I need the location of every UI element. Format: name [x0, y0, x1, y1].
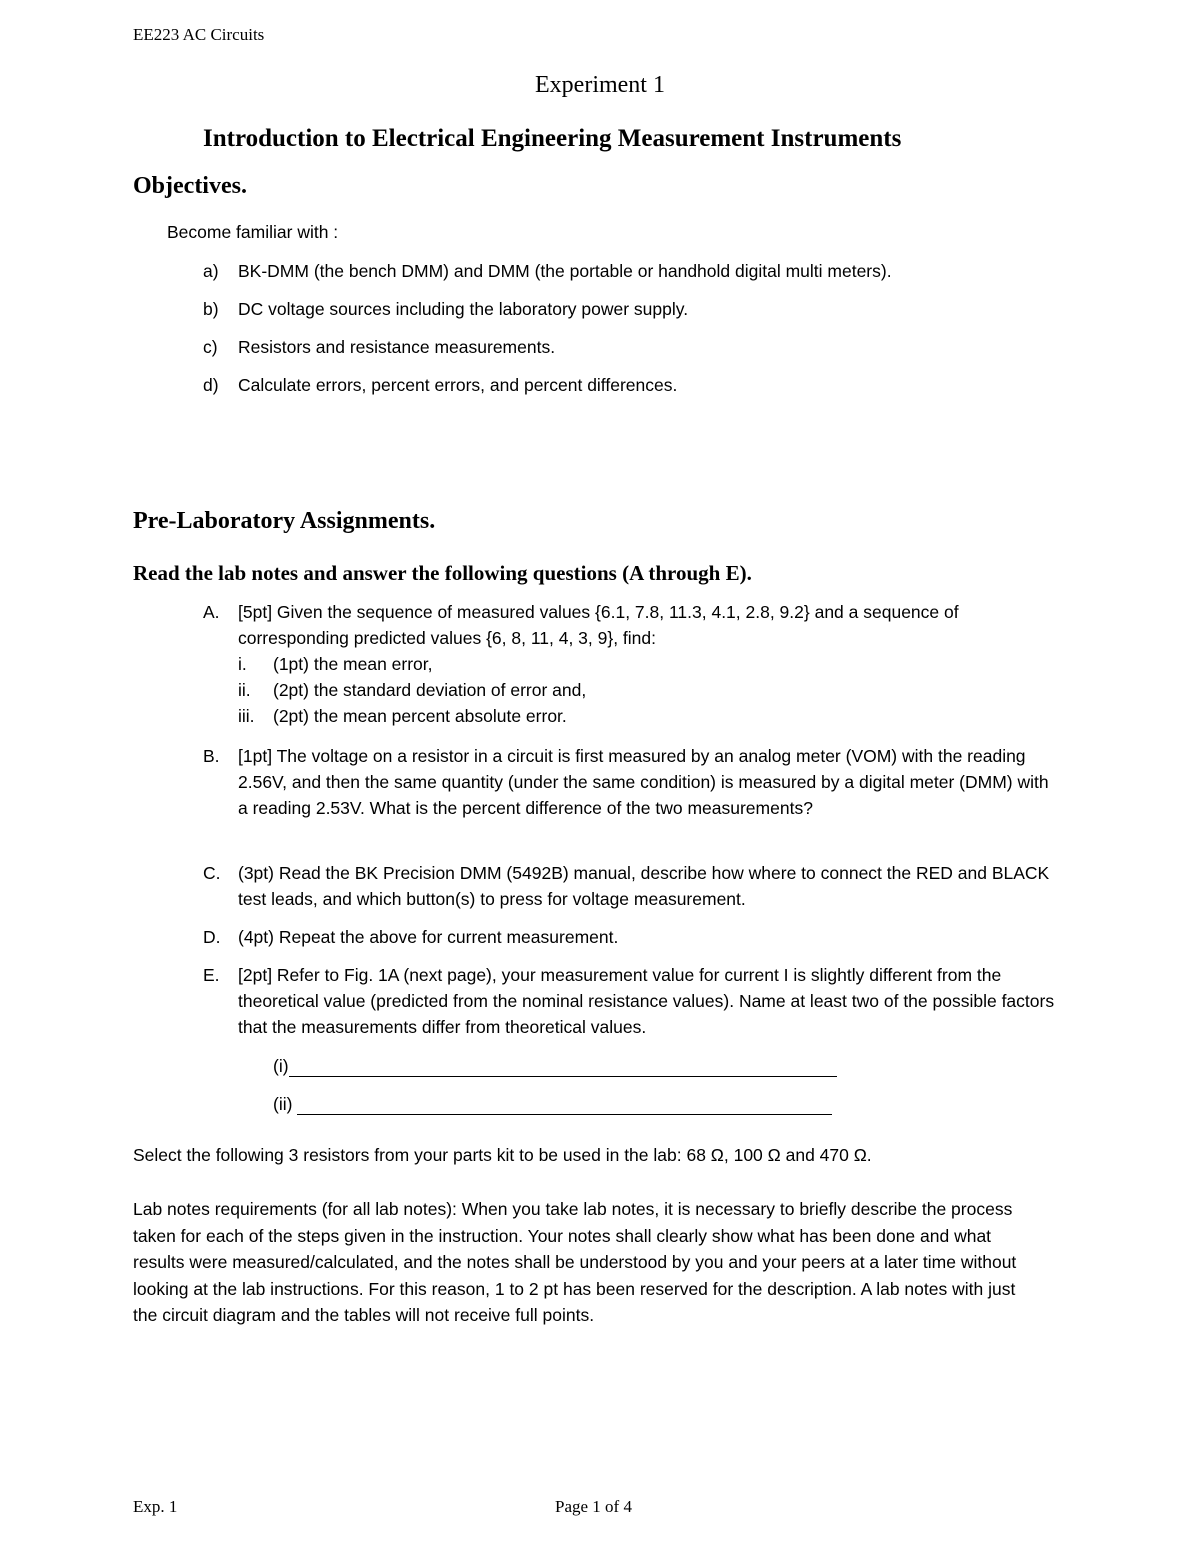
prelab-heading: Pre-Laboratory Assignments.: [133, 508, 436, 534]
question-a: [203, 599, 1063, 729]
question-marker: C.: [203, 863, 221, 883]
objectives-intro: Become familiar with :: [167, 222, 339, 242]
subitem: [238, 703, 1063, 729]
subitem-marker: iii.: [238, 706, 255, 726]
question-marker: D.: [203, 927, 221, 947]
question-b: [203, 743, 1063, 821]
prelab-subheading: Read the lab notes and answer the following questions (A through E).: [133, 561, 752, 585]
objective-item: [203, 299, 688, 320]
subitem: [238, 651, 1063, 677]
objective-marker: c): [203, 337, 218, 357]
objective-marker: d): [203, 375, 219, 395]
objective-item: [203, 261, 892, 282]
subitem-marker: i.: [238, 654, 247, 674]
question-text: [2pt] Refer to Fig. 1A (next page), your measurement value for current I is slightly different from the theoretical value (predicted from the nominal resistance values). Name at least two of the possible factors that the measurements differ from theoretical values.: [238, 965, 1055, 1037]
experiment-label: Experiment 1: [535, 72, 665, 98]
footer-left: Exp. 1: [133, 1497, 178, 1516]
requirements-note: Lab notes requirements (for all lab notes): When you take lab notes, it is necessary to briefly describe the process taken for each of the steps given in the instruction. Your notes shall clearly show what has been done and what results were measured/calculated, and the notes shall be understood by you and your peers at a later time without looking at the lab instructions. For this reason, 1 to 2 pt has been reserved for the description. A lab notes with just the circuit diagram and the tables will not receive full points.: [133, 1199, 1017, 1325]
objective-text: Calculate errors, percent errors, and percent differences.: [238, 375, 678, 395]
question-text: [5pt] Given the sequence of measured values {6.1, 7.8, 11.3, 4.1, 2.8, 9.2} and a sequence of corresponding predicted values {6, 8, 11, 4, 3, 9}, find:: [238, 602, 959, 648]
subitem: [238, 677, 1063, 703]
question-text: (3pt) Read the BK Precision DMM (5492B) manual, describe how where to connect the RED and BLACK test leads, and which button(s) to press for voltage measurement.: [238, 863, 1050, 909]
objectives-heading: Objectives.: [133, 173, 247, 199]
page-header: EE223 AC Circuits: [133, 25, 265, 44]
resistor-note: Select the following 3 resistors from your parts kit to be used in the lab: 68 Ω, 100 Ω and 470 Ω.: [133, 1145, 872, 1165]
answer-blank-ii[interactable]: [273, 1094, 832, 1115]
answer-blank-i[interactable]: [273, 1056, 837, 1077]
objective-marker: b): [203, 299, 219, 319]
document-title: Introduction to Electrical Engineering Measurement Instruments: [203, 125, 902, 152]
question-marker: B.: [203, 746, 220, 766]
objective-text: Resistors and resistance measurements.: [238, 337, 556, 357]
question-text: [1pt] The voltage on a resistor in a circuit is first measured by an analog meter (VOM) with the reading 2.56V, and then the same quantity (under the same condition) is measured by a digital meter (DMM) with a reading 2.53V. What is the percent difference of the two measurements?: [238, 746, 1049, 818]
objective-item: [203, 337, 555, 358]
question-e: [203, 962, 1063, 1040]
blank-line[interactable]: [289, 1058, 837, 1077]
subitem-marker: ii.: [238, 680, 251, 700]
question-text: (4pt) Repeat the above for current measurement.: [238, 927, 619, 947]
page-number: Page 1 of 4: [555, 1497, 632, 1516]
subitem-text: (1pt) the mean error,: [273, 654, 433, 674]
question-marker: A.: [203, 602, 220, 622]
question-marker: E.: [203, 965, 220, 985]
blank-label: (i): [273, 1056, 289, 1076]
question-c: [203, 860, 1063, 912]
objective-text: BK-DMM (the bench DMM) and DMM (the portable or handhold digital multi meters).: [238, 261, 892, 281]
blank-label: (ii): [273, 1094, 293, 1114]
question-d: [203, 924, 1063, 950]
subitem-text: (2pt) the standard deviation of error and,: [273, 680, 587, 700]
subitem-text: (2pt) the mean percent absolute error.: [273, 706, 567, 726]
objective-text: DC voltage sources including the laboratory power supply.: [238, 299, 689, 319]
objective-item: [203, 375, 677, 396]
blank-line[interactable]: [297, 1096, 832, 1115]
objective-marker: a): [203, 261, 219, 281]
